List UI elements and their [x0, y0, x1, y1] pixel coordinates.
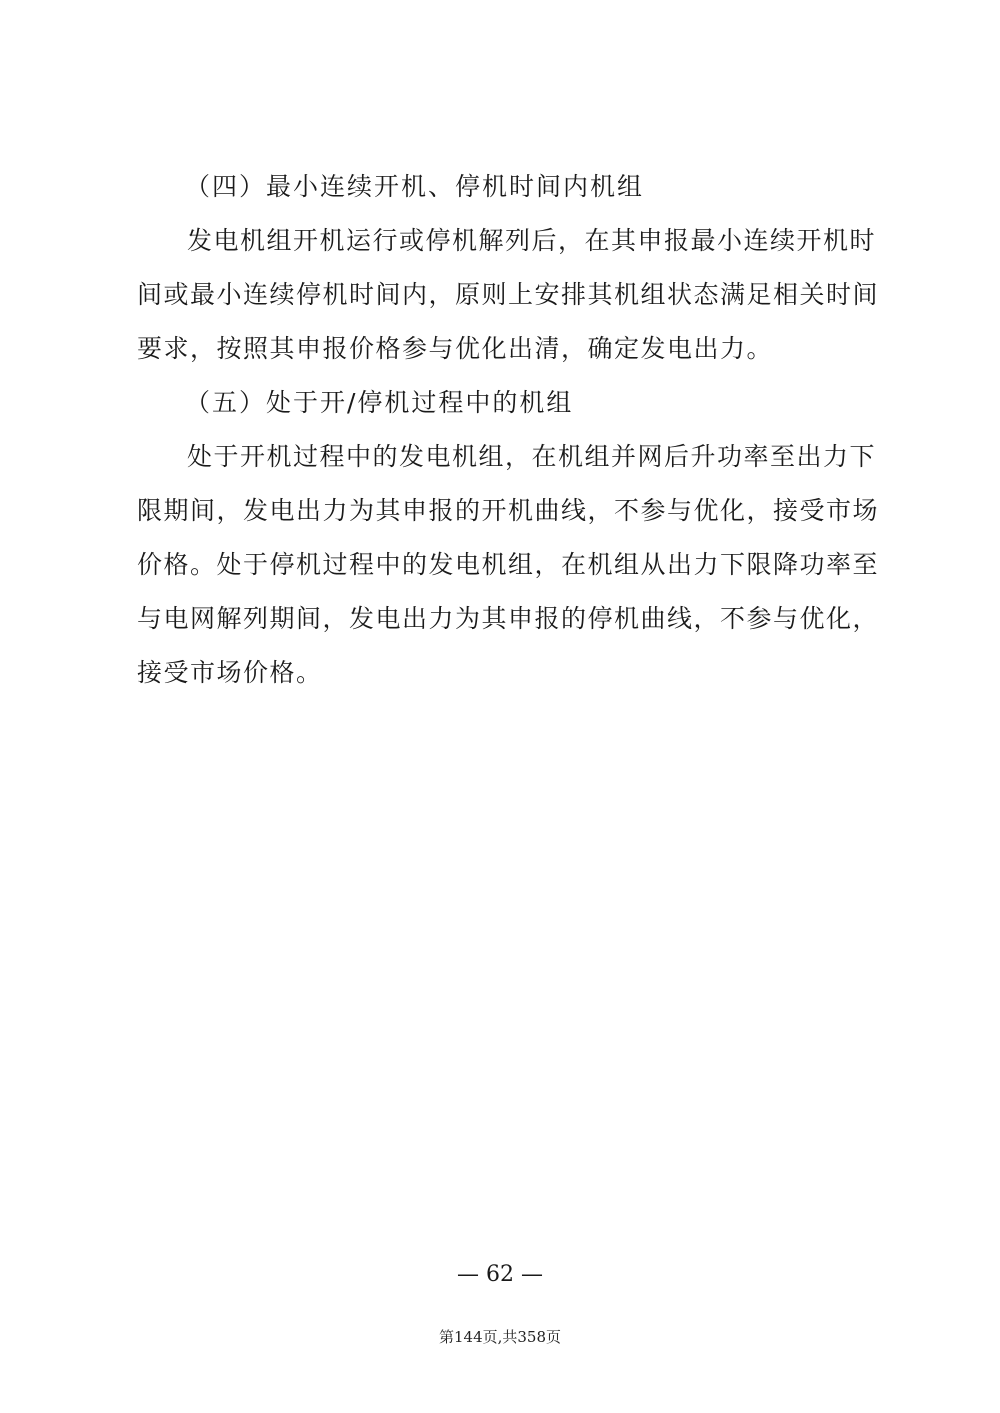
section-4-heading: （四）最小连续开机、停机时间内机组 — [185, 172, 645, 201]
paragraph-line: 间或最小连续停机时间内，原则上安排其机组状态满足相关时间 — [137, 280, 880, 309]
section-5-heading: （五）处于开/停机过程中的机组 — [185, 388, 574, 417]
page-counter-footer: 第144页,共358页 — [438, 1328, 562, 1346]
paragraph-line: 限期间，发电出力为其申报的开机曲线，不参与优化，接受市场 — [137, 496, 880, 525]
paragraph-line: 价格。处于停机过程中的发电机组，在机组从出力下限降功率至 — [137, 550, 880, 579]
paragraph-line: 处于开机过程中的发电机组，在机组并网后升功率至出力下 — [187, 442, 877, 471]
section-5-paragraph — [137, 430, 883, 700]
paragraph-line: 发电机组开机运行或停机解列后，在其申报最小连续开机时 — [187, 226, 877, 255]
paragraph-line: 要求，按照其申报价格参与优化出清，确定发电出力。 — [137, 334, 774, 363]
page-number: — 62 — — [457, 1262, 543, 1287]
section-4-paragraph — [137, 214, 883, 376]
paragraph-line: 与电网解列期间，发电出力为其申报的停机曲线，不参与优化， — [137, 604, 880, 633]
paragraph-line: 接受市场价格。 — [137, 658, 323, 687]
document-body — [137, 160, 883, 700]
